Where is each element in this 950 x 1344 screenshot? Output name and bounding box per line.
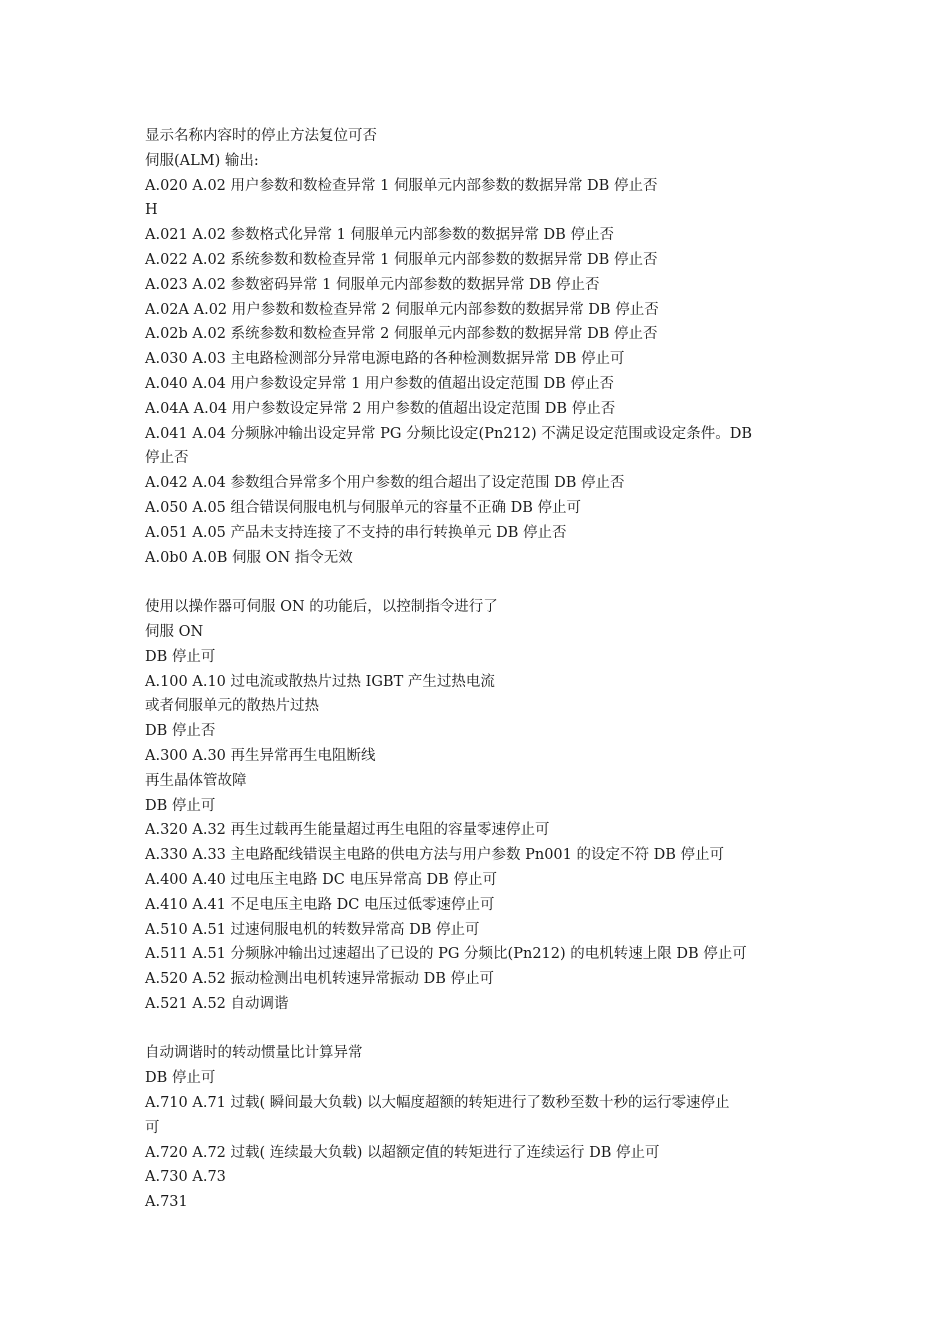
- text-line: A.730 A.73: [145, 1169, 226, 1186]
- text-line: A.710 A.71 过载( 瞬间最大负载) 以大幅度超额的转矩进行了数秒至数十秒的运行零速停止: [145, 1095, 730, 1112]
- text-line: A.022 A.02 系统参数和数检查异常 1 伺服单元内部参数的数据异常 DB 停止否: [145, 251, 658, 268]
- text-line: 使用以操作器可伺服 ON 的功能后，以控制指令进行了: [145, 599, 498, 616]
- text-line: DB 停止可: [145, 797, 216, 814]
- text-line: A.051 A.05 产品未支持连接了不支持的串行转换单元 DB 停止否: [145, 524, 567, 541]
- text-line: A.042 A.04 参数组合异常多个用户参数的组合超出了设定范围 DB 停止否: [145, 475, 625, 492]
- text-line: DB 停止可: [145, 1070, 216, 1087]
- text-line: A.511 A.51 分频脉冲输出过速超出了已设的 PG 分频比(Pn212) 的电机转速上限 DB 停止可: [145, 946, 747, 963]
- document-body: [145, 124, 810, 1215]
- text-line: A.0b0 A.0B 伺服 ON 指令无效: [145, 549, 353, 566]
- text-line: A.320 A.32 再生过载再生能量超过再生电阻的容量零速停止可: [145, 822, 550, 839]
- text-line: A.040 A.04 用户参数设定异常 1 用户参数的值超出设定范围 DB 停止否: [145, 375, 614, 392]
- text-line: A.021 A.02 参数格式化异常 1 伺服单元内部参数的数据异常 DB 停止否: [145, 227, 614, 244]
- text-line: A.731: [145, 1194, 188, 1211]
- text-line: 停止否: [145, 450, 189, 467]
- text-line: A.520 A.52 振动检测出电机转速异常振动 DB 停止可: [145, 971, 495, 988]
- text-line: 或者伺服单元的散热片过热: [145, 698, 319, 715]
- text-line: A.330 A.33 主电路配线错误主电路的供电方法与用户参数 Pn001 的设定不符 DB 停止可: [145, 847, 724, 864]
- text-line: DB 停止可: [145, 648, 216, 665]
- text-line: H: [145, 202, 158, 219]
- blank-line: [145, 1017, 810, 1042]
- text-line: A.041 A.04 分频脉冲输出设定异常 PG 分频比设定(Pn212) 不满足设定范围或设定条件。DB: [145, 425, 753, 442]
- text-line: A.030 A.03 主电路检测部分异常电源电路的各种检测数据异常 DB 停止可: [145, 351, 625, 368]
- text-line: 再生晶体管故障: [145, 772, 247, 789]
- text-line: A.02b A.02 系统参数和数检查异常 2 伺服单元内部参数的数据异常 DB 停止否: [145, 326, 658, 343]
- text-line: A.100 A.10 过电流或散热片过热 IGBT 产生过热电流: [145, 673, 495, 690]
- blank-line: [145, 570, 810, 595]
- text-line: A.521 A.52 自动调谐: [145, 995, 289, 1012]
- text-line: A.050 A.05 组合错误伺服电机与伺服单元的容量不正确 DB 停止可: [145, 499, 582, 516]
- text-line: A.020 A.02 用户参数和数检查异常 1 伺服单元内部参数的数据异常 DB 停止否: [145, 177, 658, 194]
- text-line: A.510 A.51 过速伺服电机的转数异常高 DB 停止可: [145, 921, 480, 938]
- text-line: A.02A A.02 用户参数和数检查异常 2 伺服单元内部参数的数据异常 DB 停止否: [145, 301, 659, 318]
- text-line: A.023 A.02 参数密码异常 1 伺服单元内部参数的数据异常 DB 停止否: [145, 276, 600, 293]
- text-line: 自动调谐时的转动惯量比计算异常: [145, 1045, 363, 1062]
- text-line: A.400 A.40 过电压主电路 DC 电压异常高 DB 停止可: [145, 871, 497, 888]
- text-line: DB 停止否: [145, 723, 216, 740]
- text-line: 伺服(ALM) 输出:: [145, 152, 259, 169]
- text-line: 显示名称内容时的停止方法复位可否: [145, 128, 377, 144]
- text-line: 可: [145, 1119, 160, 1136]
- text-line: A.410 A.41 不足电压主电路 DC 电压过低零速停止可: [145, 896, 495, 913]
- text-line: 伺服 ON: [145, 623, 204, 640]
- text-line: A.300 A.30 再生异常再生电阻断线: [145, 747, 376, 764]
- text-line: A.720 A.72 过载( 连续最大负载) 以超额定值的转矩进行了连续运行 DB 停止可: [145, 1144, 660, 1161]
- text-line: A.04A A.04 用户参数设定异常 2 用户参数的值超出设定范围 DB 停止否: [145, 400, 616, 417]
